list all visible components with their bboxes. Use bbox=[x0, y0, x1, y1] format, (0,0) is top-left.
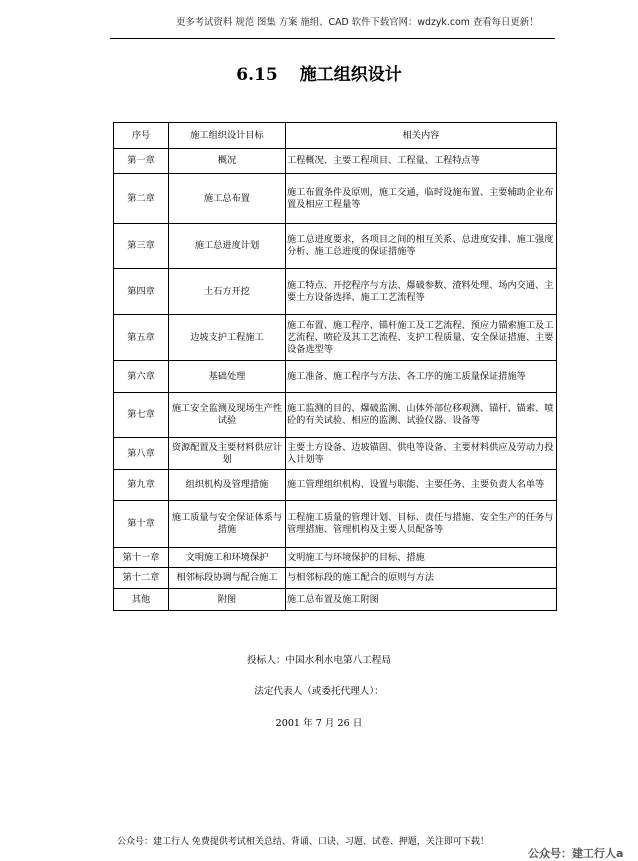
table-row bbox=[114, 224, 557, 269]
content-cell: 施工总进度要求，各项目之间的相互关系、总进度安排、施工强度分析、施工总进度的保证措施等 bbox=[286, 224, 557, 269]
column-header: 序号 bbox=[114, 123, 169, 149]
content-cell: 施工布置、施工程序、锚杆施工及工艺流程、预应力锚索施工及工艺流程、喷砼及其工艺流程、支护工程质量、安全保证措施、主要设备选型等 bbox=[286, 315, 557, 361]
target-cell: 施工质量与安全保证体系与措施 bbox=[169, 501, 286, 548]
section-title-text: 施工组织设计 bbox=[299, 65, 402, 85]
table-row bbox=[114, 361, 557, 393]
page-footer: 公众号：建工行人 免费提供考试相关总结、背诵、口诀、习题、试卷、押题，关注即可下载！ bbox=[117, 837, 489, 847]
table-row bbox=[114, 589, 557, 611]
target-cell: 基础处理 bbox=[169, 361, 286, 393]
content-cell: 文明施工与环境保护的目标、措施 bbox=[286, 548, 557, 568]
target-cell: 组织机构及管理措施 bbox=[169, 470, 286, 501]
content-cell: 工程概况、主要工程项目、工程量、工程特点等 bbox=[286, 149, 557, 174]
table-row bbox=[114, 568, 557, 589]
chapter-cell: 第一章 bbox=[114, 149, 169, 174]
section-number: 6.15 bbox=[236, 65, 278, 85]
chapter-cell: 第十章 bbox=[114, 501, 169, 548]
content-cell: 施工管理组织机构、设置与职能、主要任务、主要负责人名单等 bbox=[286, 470, 557, 501]
chapter-cell: 第五章 bbox=[114, 315, 169, 361]
content-cell: 施工布置条件及原则，施工交通，临时设施布置、主要辅助企业布置及相应工程量等 bbox=[286, 174, 557, 224]
page-header: 更多考试资料 规范 图集 方案 施组、CAD 软件下载官网：wdzyk.com 查看每日更新！ bbox=[176, 17, 539, 28]
signature-date: 2001 年 7 月 26 日 bbox=[275, 718, 363, 729]
content-cell: 施工总布置及施工附图 bbox=[286, 589, 557, 611]
table-row bbox=[114, 438, 557, 470]
chapter-cell: 第十二章 bbox=[114, 568, 169, 589]
content-cell: 与相邻标段的施工配合的原则与方法 bbox=[286, 568, 557, 589]
target-cell: 施工安全监测及现场生产性试验 bbox=[169, 393, 286, 438]
design-outline-table bbox=[113, 122, 557, 611]
content-cell: 主要土方设备、边坡锚固、供电等设备、主要材料供应及劳动力投入计划等 bbox=[286, 438, 557, 470]
target-cell: 资源配置及主要材料供应计划 bbox=[169, 438, 286, 470]
table-row bbox=[114, 393, 557, 438]
chapter-cell: 其他 bbox=[114, 589, 169, 611]
table-row bbox=[114, 174, 557, 224]
section-title bbox=[0, 64, 638, 86]
target-cell: 附图 bbox=[169, 589, 286, 611]
chapter-cell: 第六章 bbox=[114, 361, 169, 393]
content-cell: 施工准备、施工程序与方法、各工序的施工质量保证措施等 bbox=[286, 361, 557, 393]
table-row bbox=[114, 501, 557, 548]
chapter-cell: 第七章 bbox=[114, 393, 169, 438]
column-header: 施工组织设计目标 bbox=[169, 123, 286, 149]
target-cell: 文明施工和环境保护 bbox=[169, 548, 286, 568]
target-cell: 施工总进度计划 bbox=[169, 224, 286, 269]
table-row bbox=[114, 269, 557, 315]
target-cell: 边坡支护工程施工 bbox=[169, 315, 286, 361]
chapter-cell: 第四章 bbox=[114, 269, 169, 315]
chapter-cell: 第八章 bbox=[114, 438, 169, 470]
chapter-cell: 第三章 bbox=[114, 224, 169, 269]
target-cell: 土石方开挖 bbox=[169, 269, 286, 315]
representative-line: 法定代表人（或委托代理人）： bbox=[254, 686, 384, 697]
target-cell: 施工总布置 bbox=[169, 174, 286, 224]
table-row bbox=[114, 548, 557, 568]
header-divider bbox=[110, 38, 555, 39]
bidder-line: 投标人：中国水利水电第八工程局 bbox=[247, 655, 391, 666]
chapter-cell: 第十一章 bbox=[114, 548, 169, 568]
watermark-text: 公众号：建工行人a bbox=[528, 847, 624, 860]
table-row bbox=[114, 470, 557, 501]
target-cell: 相邻标段协调与配合施工 bbox=[169, 568, 286, 589]
content-cell: 施工特点、开挖程序与方法、爆破参数、渣料处理、场内交通、主要土方设备选择、施工工艺流程等 bbox=[286, 269, 557, 315]
chapter-cell: 第九章 bbox=[114, 470, 169, 501]
table-row bbox=[114, 315, 557, 361]
target-cell: 概况 bbox=[169, 149, 286, 174]
content-cell: 工程施工质量的管理计划、目标、责任与措施、安全生产的任务与管理措施、管理机构及主要人员配备等 bbox=[286, 501, 557, 548]
column-header: 相关内容 bbox=[286, 123, 557, 149]
table-row bbox=[114, 149, 557, 174]
chapter-cell: 第二章 bbox=[114, 174, 169, 224]
content-cell: 施工监测的目的、爆破监测、山体外部位移观测、锚杆、锚索、喷砼的有关试验、相应的监测、试验仪器、设备等 bbox=[286, 393, 557, 438]
table-header-row bbox=[114, 123, 557, 149]
